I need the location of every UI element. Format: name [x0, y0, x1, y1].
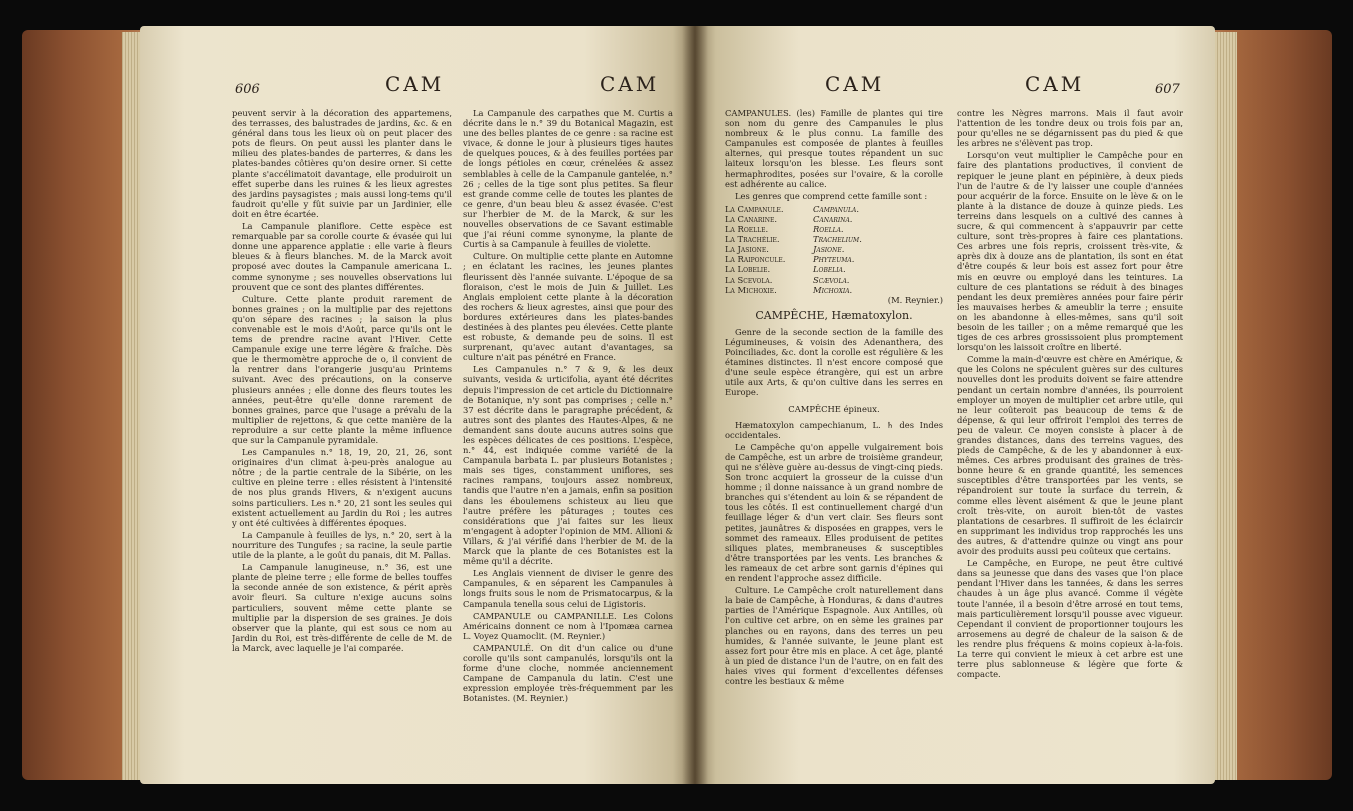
right-page-number: 607 — [1155, 82, 1180, 97]
genus-row: La Jasione. Jasione. — [725, 244, 845, 255]
paragraph: La Campanule lanugineuse, n.° 36, est une plante de pleine terre ; elle forme de belles touffes la seconde année de son existence, & périt après avoir fleuri. Sa culture n'exige aucuns soins particuliers, souvent même cette plante se multiplie par la dispersion de ses graines. Je dois observer que la plante, qui est sous ce nom au Jardin du Roi, est très-différente de celle de M. de la Marck, avec laquelle je l'ai comparée. — [232, 562, 452, 653]
left-page — [140, 26, 695, 784]
left-header-word-2: CAM — [600, 72, 660, 96]
entry-title-campeche: CAMPÊCHE, Hæmatoxylon. — [755, 308, 913, 322]
paragraph: Culture. On multiplie cette plante en Automne ; en éclatant les racines, les jeunes plantes fleurissent dès l'année suivante. L'époque de sa floraison, c'est le mois de Juin & Juillet. Les Anglais emploient cette plante à la décoration des rochers & lieux agrestes, ainsi que pour des bordures extérieures dans les plates-bandes destinées à des plantes peu élevées. Cette plante est robuste, & demande peu de soins. Il est surprenant, qu'avec autant d'avantages, sa culture n'ait pas pénétré en France. — [463, 251, 673, 363]
paragraph: CAMPANULÉ. On dit d'un calice ou d'une corolle qu'ils sont campanulés, lorsqu'ils ont la forme d'une cloche, nommée anciennement Campane de Campanula du latin. C'est une expression employée très-fréquemment par les Botanistes. (M. Reynier.) — [463, 642, 673, 704]
right-page — [695, 26, 1215, 784]
paragraph: Hæmatoxylon campechianum, L. ♄ des Indes occidentales. — [725, 419, 943, 440]
paragraph: Genre de la seconde section de la famille des Légumineuses, & voisin des Adenanthera, des Poinciliades, &c. dont la corolle est régulière & les étamines distinctes. Il n'est encore composé que d'une seule espèce étrangère, qui est un arbre utile aux Arts, & qu'on cultive dans les serres en Europe. — [725, 326, 943, 398]
genus-row: La Canarine. Canarina. — [725, 213, 853, 224]
paragraph: Les genres que comprend cette famille sont : — [735, 190, 928, 201]
open-book — [22, 18, 1332, 798]
left-page-column-2 — [463, 108, 673, 768]
right-page-header — [725, 72, 1195, 102]
right-header-word-2: CAM — [1025, 72, 1085, 96]
genus-row: La Roelle. Roella. — [725, 224, 844, 235]
left-page-column-1 — [232, 108, 452, 768]
paragraph: CAMPANULES. (les) Famille de plantes qui tire son nom du genre des Campanules le plus nombreux & le plus connu. La famille des Campanules est composée de plantes à feuilles alternes, qui presque toutes répandent un suc laiteux lorsqu'on les blesse. Les fleurs sont hermaphrodites, posées sur l'ovaire, & la corolle est adhérente au calice. — [725, 108, 943, 189]
paragraph: Le Campêche qu'on appelle vulgairement bois de Campêche, est un arbre de troisième grandeur, qui ne s'élève guère au-dessus de vingt-cinq pieds. Son tronc acquiert la grosseur de la cuisse d'un homme ; il donne naissance à un grand nombre de branches qui s'étendent au loin & se répandent de tous les côtés. Il est continuellement chargé d'un feuillage léger & d'un vert clair. Ses fleurs sont petites, jaunâtres & disposées en grappes, vers le sommet des rameaux. Elles produisent de petites siliques plates, membraneuses & susceptibles d'être transportées par les vents. Les branches & les rameaux de cet arbre sont garnis d'épines qui en rendent l'approche assez difficile. — [725, 441, 943, 584]
genus-row: La Lobelie. Lobelia. — [725, 264, 846, 275]
left-page-number: 606 — [235, 82, 260, 97]
genus-row: La Michoxie. Michoxia. — [725, 284, 853, 295]
page-edges-right — [1215, 32, 1237, 780]
paragraph: Les Campanules n.° 7 & 9, & les deux suivants, vesida & urticifolia, ayant été décrites depuis l'impression de cet article du Dictionnaire de Botanique, n'y sont pas comprises ; celle n.° 37 est décrite dans le paragraphe précédent, & autres sont des plantes des Hautes-Alpes, & ne demandent sans doute aucuns autres soins que les espèces délicates de ces positions. L'espèce, n.° 44, est indiquée comme variété de la Campanula barbata L. par plusieurs Botanistes ; mais ses tiges, constamment uniflores, ses racines rampans, toujours assez nombreux, tandis que l'autre n'en a jamais, enfin sa position dans les éboulemens schisteux au lieu que l'autre préfère les pâturages ; toutes ces considérations que j'ai faites sur les lieux m'engagent à adopter l'opinion de MM. Allioni & Villars, & j'ai vérifié dans l'herbier de M. de la Marck que la plante de ces Botanistes est la même qu'il a décrite. — [463, 364, 673, 567]
author-signature: (M. Reynier.) — [887, 294, 943, 305]
paragraph: Les Anglais viennent de diviser le genre des Campanules, & en séparent les Campanules à longs fruits sous le nom de Prismatocarpus, & la Campanula tenella sous celui de Ligistoris. — [463, 568, 673, 609]
paragraph: contre les Nègres marrons. Mais il faut avoir l'attention de les tondre deux ou trois fois par an, pour qu'elles ne se dégarnissent pas du pied & que les arbres ne s'élèvent pas trop. — [957, 108, 1183, 149]
paragraph: La Campanule planiflore. Cette espèce est remarquable par sa corolle courte & évasée qui lui donne une apparence applatie : elle varie à fleurs bleues & à fleurs blanches. M. de la Marck avoit proposé avec doutes la Campanule americana L. comme synonyme ; ses nouvelles observations lui prouvent que ce sont des plantes différentes. — [232, 221, 452, 292]
paragraph: Lorsqu'on veut multiplier le Campêche pour en faire des plantations productives, il convient de repiquer le jeune plant en pépinière, à deux pieds l'un de l'autre & de l'y laisser une couple d'années pour acquérir de la force. Ensuite on le lève & on le plante à la distance de douze à quinze pieds. Les terreins dans lesquels on a cultivé des cannes à sucre, & qui commencent à s'appauvrir par cette culture, sont très-propres à faire ces plantations. Ces arbres une fois repris, croissent très-vite, & après dix à douze ans de plantation, ils sont en état d'être coupés & leur bois est assez fort pour être mis en œuvre ou employé dans les teintures. La culture de ces plantations se réduit à des binages pendant les deux premières années pour faire périr les mauvaises herbes & ameublir la terre ; ensuite on les abandonne à elles-mêmes, sans qu'il soit besoin de les tailler ; on a même remarqué que les tiges de ces arbres grossissoient plus promptement lorsqu'on les laissoit croître en liberté. — [957, 150, 1183, 353]
paragraph: Culture. Cette plante produit rarement de bonnes graines ; on la multiplie par des rejettons qu'on sépare des racines ; la saison la plus convenable est le mois d'Août, parce qu'ils ont le tems de prendre racine avant l'Hiver. Cette Campanule exige une terre légère & fraîche. Dès que le thermomètre approche de o, il convient de la rentrer dans l'orangerie jusqu'au Printems suivant. Avec des précautions, on la conserve plusieurs années ; elle donne des fleurs toutes les années, peut-être qu'elle donne rarement de bonnes graines, parce que l'usage a prévalu de la multiplier de rejettons, & que cette manière de la reproduire a sur cette plante la même influence que sur la Campanule pyramidale. — [232, 293, 452, 445]
paragraph: Comme la main-d'œuvre est chère en Amérique, & que les Colons ne spéculent guères sur des cultures nouvelles dont les produits doivent se faire attendre pendant un certain nombre d'années, ils pourroient employer un moyen de multiplier cet arbre utile, qui ne leur coûteroit pas beaucoup de tems & de dépense, & qui leur offriroit l'emploi des terres de peu de valeur. Ce moyen consiste à placer à de grandes distances, dans des terreins vagues, des pieds de Campêche, & de les y abandonner à eux-mêmes. Ces arbres produisant des graines de très-bonne heure & en grande quantité, les semences susceptibles d'être transportées par les vents, se répandroient sur toute la surface du terrein, & comme elles lèvent aisément & que le jeune plant croît très-vite, on auroit bien-tôt de vastes plantations de cesarbres. Il suffiroit de les éclaircir en supprimant les individus trop rapprochés les uns des autres, & d'attendre quinze ou vingt ans pour avoir des produits aussi peu coûteux que certains. — [957, 354, 1183, 557]
left-page-header — [235, 72, 675, 102]
book-gutter — [682, 26, 708, 784]
genus-row: La Raiponcule. Phyteuma. — [725, 254, 855, 265]
paragraph: La Campanule des carpathes que M. Curtis a décrite dans le n.° 39 du Botanical Magazin, est une des belles plantes de ce genre : sa racine est vivace, & donne le jour à plusieurs tiges hautes de quelques pouces, & à des feuilles portées par de longs pétioles en cœur, crénelées & assez semblables à celle de la Campanule gantelée, n.° 26 ; celles de la tige sont plus petites. Sa fleur est grande comme celle de toutes les plantes de ce genre, d'un beau bleu & assez évasée. C'est sur l'herbier de M. de la Marck, & sur les nouvelles observations de ce Savant estimable que j'ai réuni comme synonyme, la plante de Curtis à sa Campanule à feuilles de violette. — [463, 108, 673, 250]
paragraph: peuvent servir à la décoration des appartemens, des terrasses, des balustrades de jardins, &c. & en général dans tous les lieux où on peut placer des pots de fleurs. On peut aussi les planter dans le milieu des plates-bandes de parterres, & dans les plates-bandes côtières qu'on desire orner. Si cette plante s'accélimatoit davantage, elle produiroit un effet superbe dans les ruines & les lieux agrestes des jardins paysagistes ; mais aussi long-tems qu'il faudroit qu'elle y fût suivie par un Jardinier, elle doit en être écartée. — [232, 108, 452, 219]
species-heading: CAMPÊCHE épineux. — [788, 403, 880, 414]
paragraph: La Campanule à feuilles de lys, n.° 20, sert à la nourriture des Tungufes ; sa racine, la seule partie utile de la plante, a le goût du panais, dit M. Pallas. — [232, 529, 452, 561]
left-header-word-1: CAM — [385, 72, 445, 96]
genus-row: La Scevola. Scævola. — [725, 274, 850, 285]
genus-row: La Trachélie. Trachelium. — [725, 234, 862, 245]
paragraph: Les Campanules n.° 18, 19, 20, 21, 26, sont originaires d'un climat à-peu-près analogue au nôtre ; de la partie centrale de la Sibérie, on les cultive en pleine terre : elles résistent à l'intensité de nos plus grands Hivers, & n'exigent aucuns soins particuliers. Les n.° 20, 21 sont les seules qui existent actuellement au Jardin du Roi ; les autres y ont été cultivées à différentes époques. — [232, 447, 452, 528]
page-edges-left — [122, 32, 142, 780]
right-header-word-1: CAM — [825, 72, 885, 96]
paragraph: Le Campêche, en Europe, ne peut être cultivé dans sa jeunesse que dans des vases que l'on place pendant l'Hiver dans les tannées, & dans les serres chaudes à un âge plus avancé. Comme il végète toute l'année, il a besoin d'être arrosé en tout tems, mais particulièrement lorsqu'il pousse avec vigueur. Cependant il convient de proportionner toujours les arrosemens au degré de chaleur de la saison & de les rendre plus fréquens & moins copieux à-la-fois. La terre qui convient le mieux à cet arbre est une terre plus sablonneuse & légère que forte & compacte. — [957, 558, 1183, 680]
genus-row: La Campanule. Campanula. — [725, 203, 859, 214]
right-page-column-2 — [957, 108, 1183, 768]
genera-list — [725, 204, 943, 305]
paragraph: Culture. Le Campêche croît naturellement dans la baie de Campêche, à Honduras, & dans d'autres parties de l'Amérique Espagnole. Aux Antilles, où l'on cultive cet arbre, on en sème les graines par planches ou en rayons, dans des terres un peu humides, & l'année suivante, le jeune plant est assez fort pour être mis en place. A cet âge, planté à un pied de distance l'un de l'autre, on en fait des haies vives qui forment d'excellentes défenses contre les bestiaux & même — [725, 585, 943, 686]
paragraph: CAMPANULE ou CAMPANILLE. Les Colons Américains donnent ce nom à l'Ipomæa carnea L. Voyez Quamoclit. (M. Reynier.) — [463, 610, 673, 641]
right-page-column-1 — [725, 108, 943, 768]
